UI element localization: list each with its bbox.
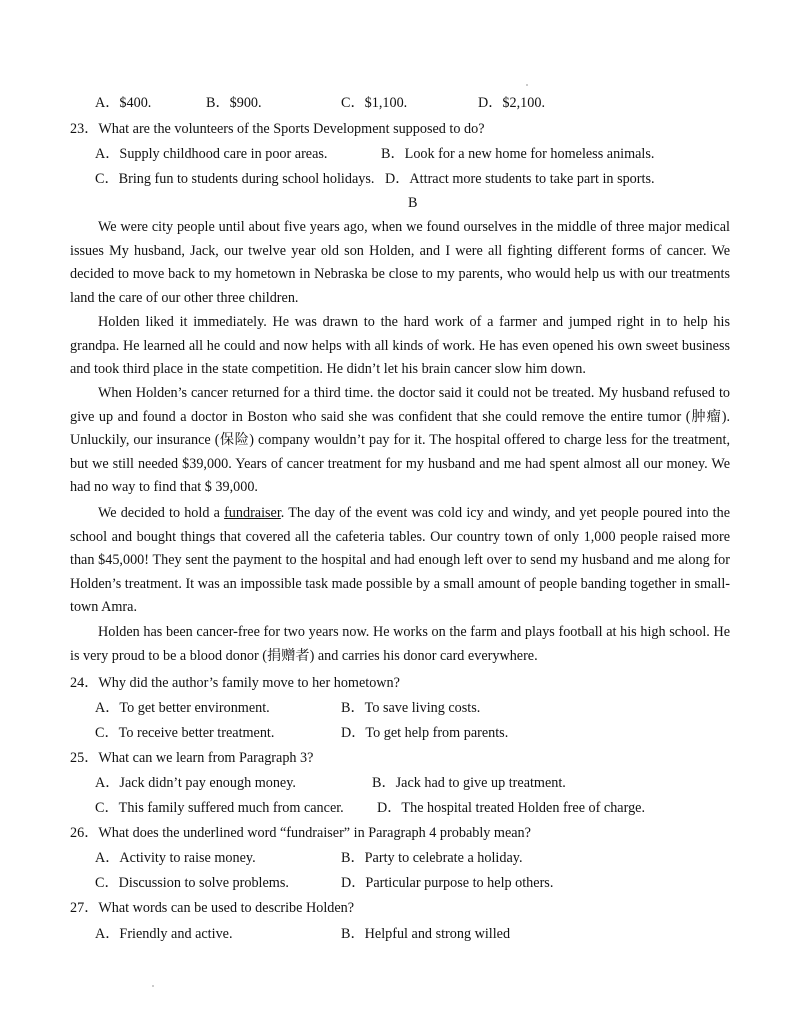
q25-option-c[interactable]: C．This family suffered much from cancer. (95, 800, 344, 816)
q22-option-b[interactable]: B．$900. (206, 95, 262, 111)
q27-option-b[interactable]: B．Helpful and strong willed (341, 926, 511, 942)
q27-stem: 27．What words can be used to describe Holden? (70, 900, 355, 916)
q22-option-a[interactable]: A．$400. (95, 95, 152, 111)
passage-paragraph-4: We decided to hold a fundraiser. The day of the event was cold icy and windy, and yet people poured into the school and bought things that covered all the cafeteria tables. Our country town of only 1,000 people raised more than $45,000! They sent the payment to the hospital and had enough left over to send my husband and me along for Holden’s treatment. It was an impossible task made possible by a small amount of people banding together in small-town Amra. (70, 505, 730, 616)
scan-dot (152, 985, 154, 987)
q22-option-d[interactable]: D．$2,100. (478, 95, 545, 111)
q23-option-b[interactable]: B．Look for a new home for homeless animals. (381, 146, 655, 162)
q26-option-a[interactable]: A．Activity to raise money. (95, 850, 256, 866)
section-heading: B (408, 195, 418, 211)
q22-option-c[interactable]: C．$1,100. (341, 95, 408, 111)
q23-option-a[interactable]: A．Supply childhood care in poor areas. (95, 146, 328, 162)
q25-option-b[interactable]: B．Jack had to give up treatment. (372, 775, 566, 791)
passage-paragraph-5: Holden has been cancer-free for two years now. He works on the farm and plays football at his high school. He is very proud to be a blood donor (捐赠者) and carries his donor card everywhere. (70, 624, 730, 664)
q26-option-c[interactable]: C．Discussion to solve problems. (95, 875, 289, 891)
q24-stem: 24．Why did the author’s family move to her hometown? (70, 675, 400, 691)
q25-option-a[interactable]: A．Jack didn’t pay enough money. (95, 775, 296, 791)
q24-option-b[interactable]: B．To save living costs. (341, 700, 481, 716)
q24-option-c[interactable]: C．To receive better treatment. (95, 725, 275, 741)
q23-stem: 23．What are the volunteers of the Sports Development supposed to do? (70, 121, 485, 137)
passage-paragraph-2: Holden liked it immediately. He was drawn to the hard work of a farmer and jumped right in to help his grandpa. He learned all he could and now helps with all kinds of work. He has even opened his own sweet business and took third place in the state competition. He didn’t let his brain cancer slow him down. (70, 314, 730, 378)
q26-option-b[interactable]: B．Party to celebrate a holiday. (341, 850, 523, 866)
q24-option-d[interactable]: D．To get help from parents. (341, 725, 509, 741)
scan-dot (526, 84, 528, 86)
q25-stem: 25．What can we learn from Paragraph 3? (70, 750, 314, 766)
underlined-word-fundraiser: fundraiser (224, 505, 281, 521)
q27-option-a[interactable]: A．Friendly and active. (95, 926, 233, 942)
q23-option-d[interactable]: D．Attract more students to take part in sports. (385, 171, 655, 187)
q25-option-d[interactable]: D．The hospital treated Holden free of charge. (377, 800, 646, 816)
q26-stem: 26．What does the underlined word “fundraiser” in Paragraph 4 probably mean? (70, 825, 531, 841)
passage-paragraph-3: When Holden’s cancer returned for a third time. the doctor said it could not be treated. My husband refused to give up and found a doctor in Boston who said she was confident that she could remove the entire tumor (肿瘤). Unluckily, our insurance (保险) company wouldn’t pay for it. The hospital offered to charge less for the treatment, but we still needed $39,000. Years of cancer treatment for my husband and me had spent almost all our money. We had no way to find that $ 39,000. (70, 385, 730, 496)
passage-paragraph-1: We were city people until about five years ago, when we found ourselves in the middle of three major medical issues My husband, Jack, our twelve year old son Holden, and I were all fighting different forms of cancer. We decided to move back to my hometown in Nebraska be close to my parents, who would help us with our treatments land the care of our other three children. (70, 219, 730, 306)
q24-option-a[interactable]: A．To get better environment. (95, 700, 270, 716)
q26-option-d[interactable]: D．Particular purpose to help others. (341, 875, 554, 891)
q23-option-c[interactable]: C．Bring fun to students during school holidays. (95, 171, 375, 187)
